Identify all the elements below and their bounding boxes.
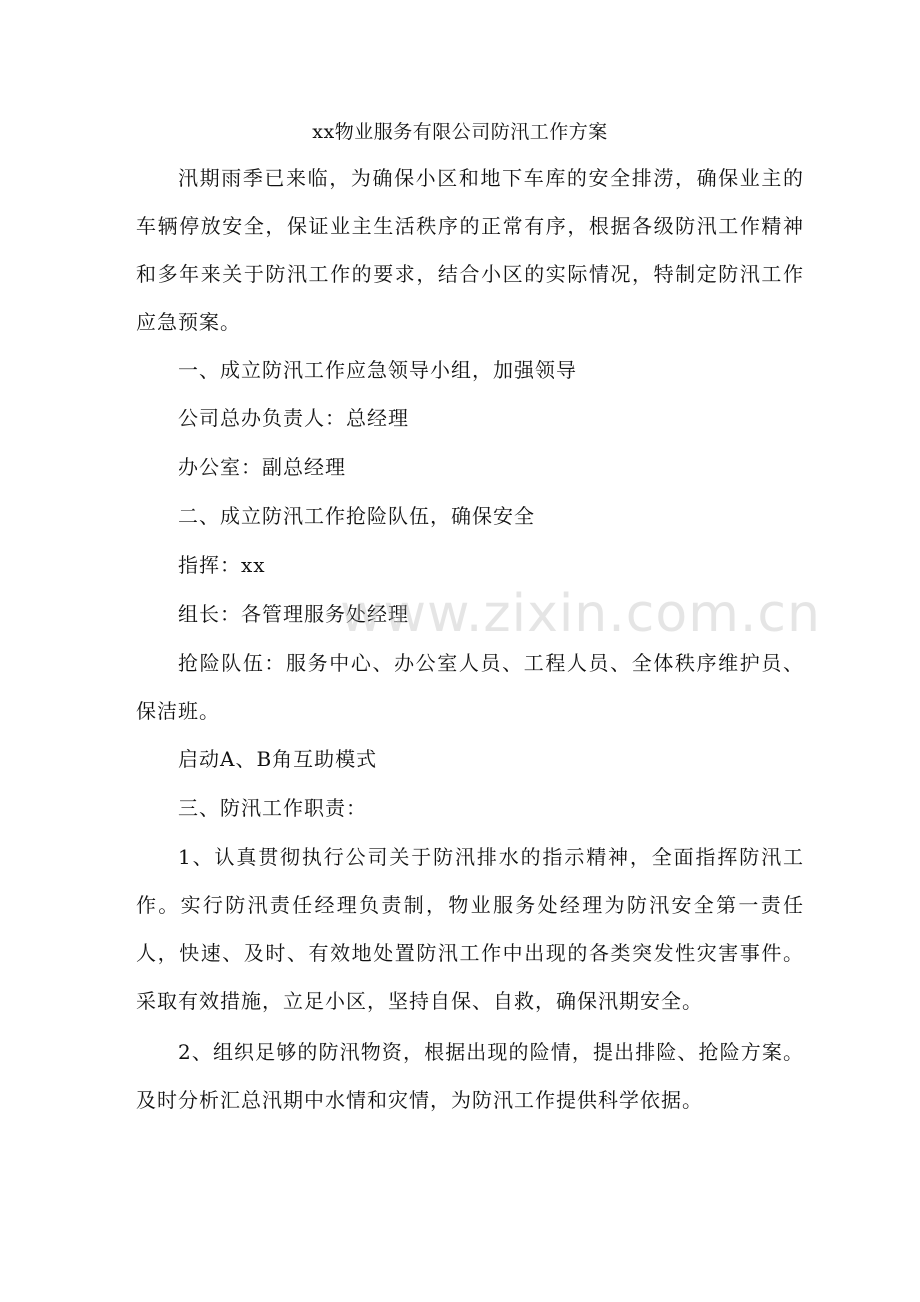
section-1-heading: 一、成立防汛工作应急领导小组，加强领导: [178, 358, 577, 382]
watermark: www.zixin.com.cn: [340, 584, 821, 644]
general-leader-line: 公司总办负责人：总经理: [178, 406, 409, 430]
duty-1-paragraph: 1、认真贯彻执行公司关于防汛排水的指示精神，全面指挥防汛工作。实行防汛责任经理负责制，物业服务处经理为防汛安全第一责任人，快速、及时、有效地处置防汛工作中出现的各类突发性灾害事件。采取有效措施，立足小区，坚持自保、自救，确保汛期安全。: [136, 845, 804, 1013]
section-3-heading: 三、防汛工作职责：: [178, 796, 367, 820]
intro-paragraph: 汛期雨季已来临，为确保小区和地下车库的安全排涝，确保业主的车辆停放安全，保证业主生活秩序的正常有序，根据各级防汛工作精神和多年来关于防汛工作的要求，结合小区的实际情况，特制定防汛工作应急预案。: [136, 166, 804, 334]
commander-line: 指挥：xx: [178, 553, 266, 577]
office-line: 办公室：副总经理: [178, 455, 346, 479]
team-leader-line: 组长：各管理服务处经理: [178, 602, 409, 626]
duty-2-paragraph: 2、组织足够的防汛物资，根据出现的险情，提出排险、抢险方案。及时分析汇总汛期中水情和灾情，为防汛工作提供科学依据。: [136, 1040, 804, 1112]
section-2-heading: 二、成立防汛工作抢险队伍，确保安全: [178, 504, 535, 528]
document-title: xx物业服务有限公司防汛工作方案: [312, 121, 608, 143]
ab-mode-line: 启动A、B角互助模式: [178, 747, 378, 771]
rescue-team-paragraph: 抢险队伍：服务中心、办公室人员、工程人员、全体秩序维护员、保洁班。: [136, 651, 804, 723]
